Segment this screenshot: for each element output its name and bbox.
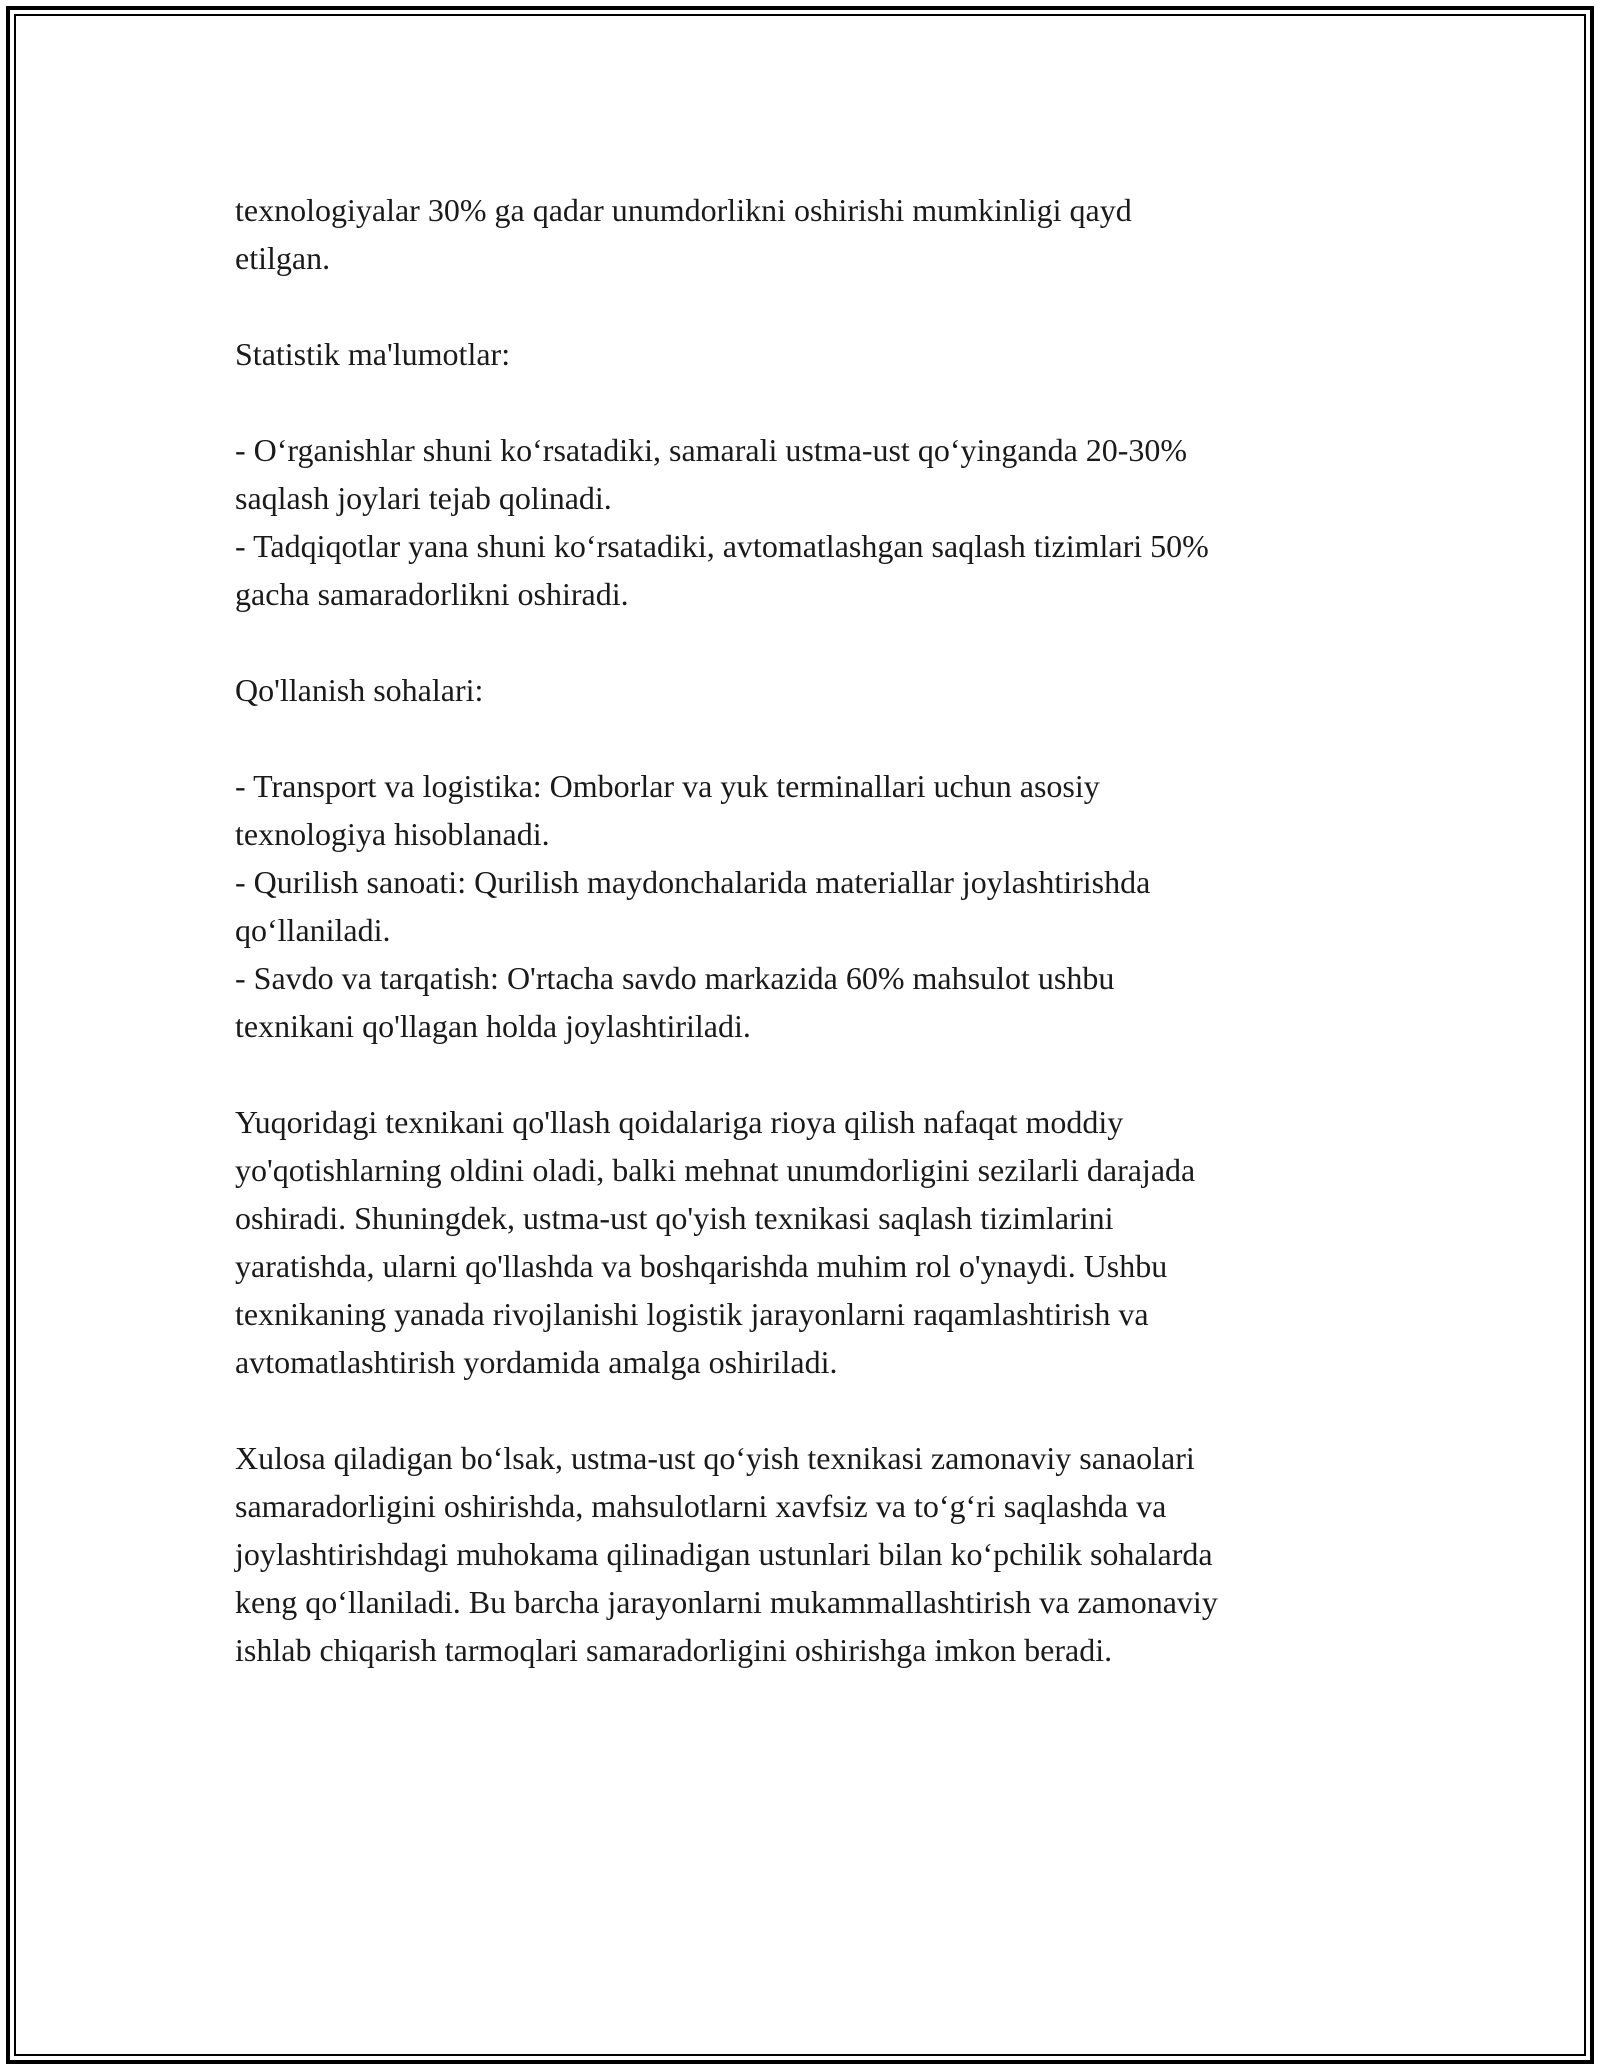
statistics-list [235, 426, 1375, 618]
text-line: texnikaning yanada rivojlanishi logistik jarayonlarni raqamlashtirish va [235, 1296, 1149, 1332]
text-line: yaratishda, ularni qo'llashda va boshqarishda muhim rol o'ynaydi. Ushbu [235, 1248, 1168, 1284]
list-item-line: gacha samaradorlikni oshiradi. [235, 576, 629, 612]
text-line: etilgan. [235, 240, 331, 276]
list-item-line: saqlash joylari tejab qolinadi. [235, 480, 612, 516]
applications-list [235, 762, 1375, 1050]
list-item-line: qo‘llaniladi. [235, 912, 391, 948]
list-item-line: - Qurilish sanoati: Qurilish maydonchalarida materiallar joylashtirishda [235, 864, 1151, 900]
text-line: avtomatlashtirish yordamida amalga oshiriladi. [235, 1344, 838, 1380]
list-item-line: - O‘rganishlar shuni ko‘rsatadiki, samarali ustma-ust qo‘yinganda 20-30% [235, 432, 1188, 468]
text-line: keng qo‘llaniladi. Bu barcha jarayonlarni mukammallashtirish va zamonaviy [235, 1584, 1218, 1620]
text-line: ishlab chiqarish tarmoqlari samaradorligini oshirishga imkon beradi. [235, 1632, 1113, 1668]
heading-applications [235, 666, 1375, 714]
list-item-line: - Transport va logistika: Omborlar va yuk terminallari uchun asosiy [235, 768, 1100, 804]
text-line: samaradorligini oshirishda, mahsulotlarni xavfsiz va to‘g‘ri saqlashda va [235, 1488, 1167, 1524]
list-item-line: - Tadqiqotlar yana shuni ko‘rsatadiki, avtomatlashgan saqlash tizimlari 50% [235, 528, 1209, 564]
section-heading: Statistik ma'lumotlar: [235, 336, 511, 372]
paragraph-intro [235, 186, 1375, 282]
list-item-line: texnikani qo'llagan holda joylashtiriladi. [235, 1008, 751, 1044]
list-item-line: texnologiya hisoblanadi. [235, 816, 550, 852]
text-line: Xulosa qiladigan bo‘lsak, ustma-ust qo‘yish texnikasi zamonaviy sanaolari [235, 1440, 1195, 1476]
text-line: texnologiyalar 30% ga qadar unumdorlikni oshirishi mumkinligi qayd [235, 192, 1132, 228]
paragraph-rules [235, 1098, 1375, 1386]
text-line: yo'qotishlarning oldini oladi, balki mehnat unumdorligini sezilarli darajada [235, 1152, 1196, 1188]
text-line: joylashtirishdagi muhokama qilinadigan ustunlari bilan ko‘pchilik sohalarda [235, 1536, 1213, 1572]
heading-statistics [235, 330, 1375, 378]
section-heading: Qo'llanish sohalari: [235, 672, 484, 708]
paragraph-conclusion [235, 1434, 1375, 1674]
text-line: Yuqoridagi texnikani qo'llash qoidalariga rioya qilish nafaqat moddiy [235, 1104, 1124, 1140]
document-body [235, 186, 1375, 1722]
text-line: oshiradi. Shuningdek, ustma-ust qo'yish texnikasi saqlash tizimlarini [235, 1200, 1114, 1236]
list-item-line: - Savdo va tarqatish: O'rtacha savdo markazida 60% mahsulot ushbu [235, 960, 1115, 996]
